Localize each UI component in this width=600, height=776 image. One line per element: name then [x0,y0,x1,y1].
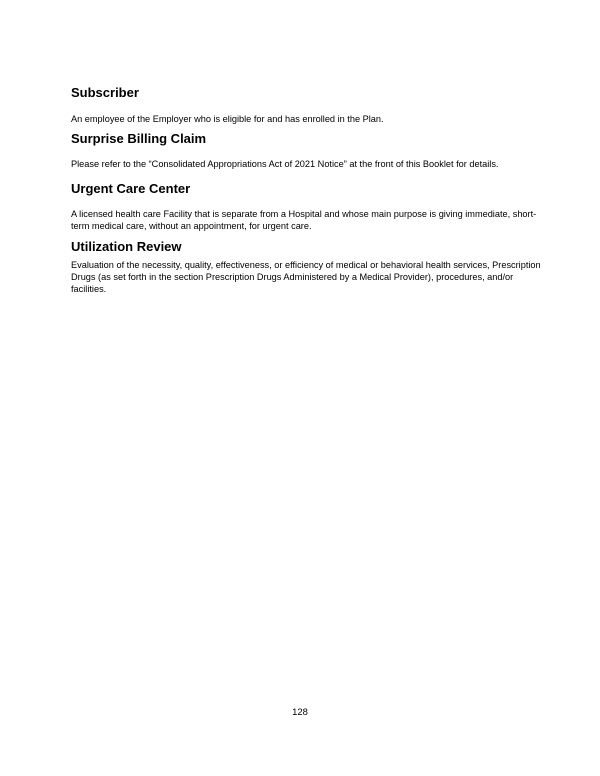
section-heading-utilization-review: Utilization Review [71,239,182,254]
section-body-urgent-care-center: A licensed health care Facility that is separate from a Hospital and whose main purpose is giving immediate, short-term medical care, without an appointment, for urgent care. [71,209,537,231]
section-heading-urgent-care-center: Urgent Care Center [71,181,191,196]
page-number: 128 [292,707,308,718]
section-heading-surprise-billing-claim: Surprise Billing Claim [71,131,207,146]
section-heading-subscriber: Subscriber [71,85,139,100]
section-body-subscriber: An employee of the Employer who is eligible for and has enrolled in the Plan. [71,114,384,124]
section-body-surprise-billing-claim: Please refer to the “Consolidated Appropriations Act of 2021 Notice” at the front of this Booklet for details. [71,159,499,169]
section-body-utilization-review: Evaluation of the necessity, quality, effectiveness, or efficiency of medical or behavioral health services, Prescription Drugs (as set forth in the section Prescription Drugs Administered by a Medical Provider), procedures, and/or facilities. [71,260,541,294]
